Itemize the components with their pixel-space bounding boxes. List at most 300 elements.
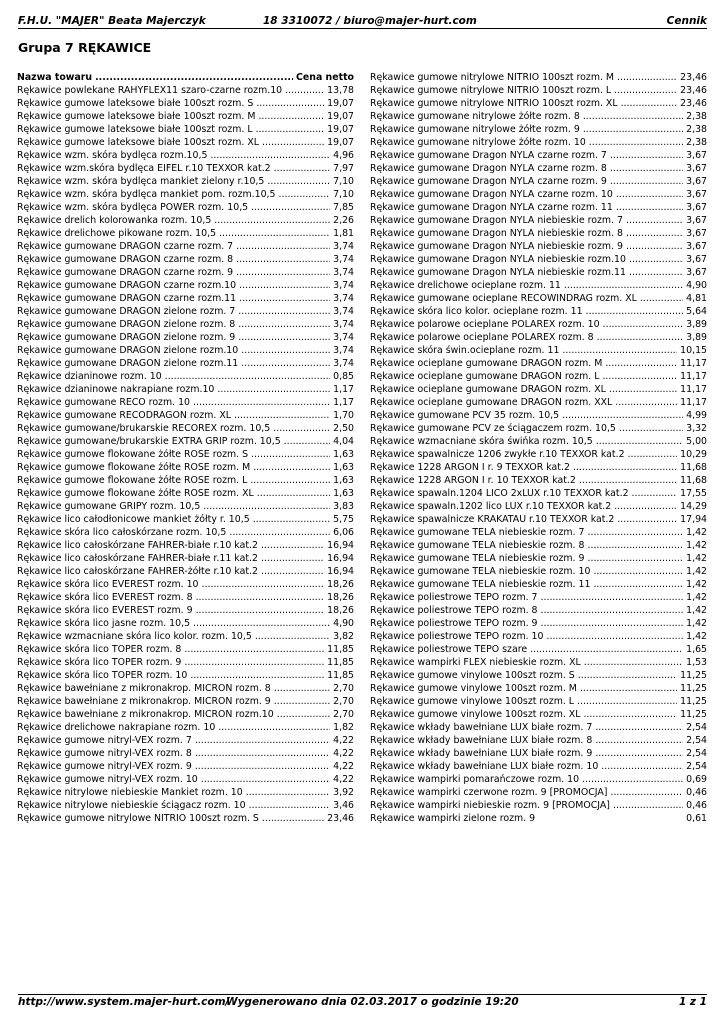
leader-dots [574, 695, 677, 708]
leader-dots [527, 643, 683, 656]
item-name: Rękawice gumowane nitrylowe żółte rozm. 8 [370, 111, 580, 122]
item-price: 0,46 [686, 787, 707, 798]
list-item [370, 162, 707, 175]
item-price: 11,85 [327, 657, 354, 668]
leader-dots [535, 812, 683, 825]
item-name: Rękawice skóra lico EVEREST rozm. 10 [17, 579, 199, 590]
list-item [17, 201, 354, 214]
item-name: Rękawice gumowe lateksowe białe 100szt rozm. M [17, 111, 256, 122]
leader-dots [271, 682, 330, 695]
list-item [17, 773, 354, 786]
item-name: Rękawice gumowane DRAGON czarne rozm. 9 [17, 267, 234, 278]
item-price: 2,26 [333, 215, 354, 226]
item-price: 3,67 [686, 163, 707, 174]
column-header-price: Cena netto [296, 72, 354, 83]
list-item [370, 487, 707, 500]
list-item [17, 292, 354, 305]
item-price: 3,83 [333, 501, 354, 512]
leader-dots [611, 500, 677, 513]
list-item [370, 773, 707, 786]
item-name: Rękawice gumowe vinylowe 100szt rozm. XL [370, 709, 581, 720]
item-price: 11,25 [680, 670, 707, 681]
leader-dots [538, 591, 684, 604]
item-price: 3,32 [686, 423, 707, 434]
list-item [370, 643, 707, 656]
leader-dots [270, 422, 330, 435]
list-item [17, 721, 354, 734]
item-name: Rękawice gumowane PCV ze ściągaczem rozm. 10,5 [370, 423, 616, 434]
item-name: Rękawice gumowe flokowane żółte ROSE rozm. S [17, 449, 249, 460]
item-name: Rękawice gumowane DRAGON zielone rozm. 7 [17, 306, 236, 317]
item-price: 6,06 [333, 527, 354, 538]
item-price: 3,74 [333, 306, 354, 317]
list-item [370, 760, 707, 773]
leader-dots [623, 214, 683, 227]
leader-dots [561, 279, 683, 292]
item-name: Rękawice ocieplane gumowane DRAGON rozm. L [370, 371, 600, 382]
footer-generated: Wygenerowano dnia 02.03.2017 o godzinie 19:20 [226, 996, 519, 1008]
item-price: 17,55 [680, 488, 707, 499]
item-name: Rękawice skóra lico kolor. ocieplane rozm. 11 [370, 306, 583, 317]
item-name: Rękawice ocieplane gumowane DRAGON rozm. XL [370, 384, 606, 395]
item-price: 16,94 [327, 566, 354, 577]
list-item [370, 266, 707, 279]
leader-dots [181, 656, 324, 669]
item-price: 1,65 [686, 644, 707, 655]
item-price: 4,22 [333, 761, 354, 772]
leader-dots [259, 136, 324, 149]
list-item [17, 227, 354, 240]
leader-dots [231, 409, 330, 422]
leader-dots [594, 331, 683, 344]
item-name: Rękawice ocieplane gumowane DRAGON rozm. XXL [370, 397, 613, 408]
item-name: Rękawice wampirki pomarańczowe rozm. 10 [370, 774, 580, 785]
item-name: Rękawice gumowane DRAGON czarne rozm.11 [17, 293, 237, 304]
item-name: Rękawice dzianinowe nakrapiane rozm.10 [17, 384, 215, 395]
list-item [370, 539, 707, 552]
leader-dots [614, 71, 677, 84]
leader-dots [236, 292, 330, 305]
list-item [17, 331, 354, 344]
item-name: Rękawice bawełniane z mikronakrop. MICRON rozm. 9 [17, 696, 271, 707]
list-item [17, 747, 354, 760]
list-item [17, 149, 354, 162]
list-item [17, 253, 354, 266]
leader-dots [181, 643, 324, 656]
item-name: Rękawice nitrylowe niebieskie Mankiet rozm. 10 [17, 787, 243, 798]
item-name: Rękawice wampirki niebieskie rozm. 9 [PROMOCJA] [370, 800, 610, 811]
list-item [17, 591, 354, 604]
item-name: Rękawice wzm. skóra bydlęca mankiet zielony r.10,5 [17, 176, 265, 187]
leader-dots [584, 526, 683, 539]
list-item [370, 188, 707, 201]
item-price: 3,67 [686, 228, 707, 239]
leader-dots [233, 253, 330, 266]
item-price: 2,70 [333, 696, 354, 707]
item-name: Rękawice gumowane Dragon NYLA czarne rozm. 9 [370, 176, 607, 187]
item-price: 3,92 [333, 787, 354, 798]
item-name: Rękawice gumowe lateksowe białe 100szt rozm. S [17, 98, 254, 109]
leader-dots [274, 708, 330, 721]
item-name: Rękawice 1228 ARGON I r. 10 TEXXOR kat.2 [370, 475, 576, 486]
list-item [17, 344, 354, 357]
item-name: Rękawice gumowe lateksowe białe 100szt rozm. L [17, 124, 253, 135]
item-name: Rękawice skóra lico EVEREST rozm. 9 [17, 605, 193, 616]
leader-dots [599, 370, 677, 383]
item-name: Rękawice gumowane DRAGON czarne rozm. 7 [17, 241, 234, 252]
item-name: Rękawice gumowane TELA niebieskie rozm. 7 [370, 527, 585, 538]
item-name: Rękawice lico całoskórzane FAHRER-białe r.10 kat.2 [17, 540, 258, 551]
list-item [17, 266, 354, 279]
item-name: Rękawice skóra lico TOPER rozm. 8 [17, 644, 182, 655]
item-name: Rękawice gumowane nitrylowe żółte rozm. 10 [370, 137, 586, 148]
item-price: 19,07 [327, 111, 354, 122]
leader-dots [616, 422, 683, 435]
leader-dots [602, 357, 677, 370]
item-price: 2,54 [686, 748, 707, 759]
item-price: 4,81 [686, 293, 707, 304]
item-price: 23,46 [680, 98, 707, 109]
leader-dots [611, 84, 677, 97]
leader-dots [216, 227, 330, 240]
list-item [17, 97, 354, 110]
leader-dots [226, 526, 330, 539]
item-name: Rękawice gumowe nitryl-VEX rozm. 7 [17, 735, 192, 746]
item-price: 3,74 [333, 267, 354, 278]
table-header [17, 71, 354, 84]
item-name: Rękawice poliestrowe TEPO szare [370, 644, 528, 655]
price-list-left-column [17, 71, 354, 825]
list-item [17, 487, 354, 500]
list-item [17, 188, 354, 201]
item-name: Rękawice wampirki FLEX niebieskie rozm. XL [370, 657, 581, 668]
item-price: 3,67 [686, 202, 707, 213]
item-name: Rękawice wzmacniane skóra lico kolor. rozm. 10,5 [17, 631, 252, 642]
item-price: 2,54 [686, 761, 707, 772]
item-price: 3,67 [686, 241, 707, 252]
list-item [17, 643, 354, 656]
item-price: 1,42 [686, 579, 707, 590]
item-price: 11,25 [680, 683, 707, 694]
item-price: 11,17 [680, 384, 707, 395]
list-item [370, 552, 707, 565]
leader-dots [258, 539, 324, 552]
list-item [370, 318, 707, 331]
item-name: Rękawice poliestrowe TEPO rozm. 8 [370, 605, 538, 616]
item-name: Rękawice spawaln.1202 lico LUX r.10 TEXXOR kat.2 [370, 501, 612, 512]
list-item [370, 71, 707, 84]
leader-dots [215, 721, 330, 734]
list-item [17, 695, 354, 708]
leader-dots [613, 188, 683, 201]
list-item [370, 591, 707, 604]
item-name: Rękawice gumowane RECO rozm. 10 [17, 397, 190, 408]
item-price: 11,85 [327, 670, 354, 681]
item-name: Rękawice gumowane DRAGON czarne rozm. 8 [17, 254, 234, 265]
list-item [17, 513, 354, 526]
leader-dots [583, 305, 684, 318]
item-price: 3,74 [333, 254, 354, 265]
leader-dots [570, 461, 677, 474]
item-price: 5,75 [333, 514, 354, 525]
list-item [17, 318, 354, 331]
list-item [370, 786, 707, 799]
item-price: 4,22 [333, 735, 354, 746]
page-number: 1 z 1 [678, 996, 707, 1008]
leader-dots [192, 760, 330, 773]
list-item [17, 370, 354, 383]
leader-dots [247, 474, 330, 487]
item-name: Rękawice gumowane Dragon NYLA czarne rozm. 11 [370, 202, 613, 213]
leader-dots [590, 578, 683, 591]
item-price: 3,74 [333, 332, 354, 343]
item-price: 7,10 [333, 176, 354, 187]
list-item [17, 136, 354, 149]
item-price: 4,90 [333, 618, 354, 629]
footer-url: http://www.system.majer-hurt.com/ [18, 996, 230, 1008]
item-price: 4,96 [333, 150, 354, 161]
leader-dots [614, 513, 677, 526]
item-price: 3,67 [686, 267, 707, 278]
item-price: 2,38 [686, 111, 707, 122]
leader-dots [199, 578, 325, 591]
leader-dots [271, 162, 330, 175]
leader-dots [235, 318, 330, 331]
list-item [17, 760, 354, 773]
item-price: 1,42 [686, 527, 707, 538]
list-item [17, 682, 354, 695]
leader-dots [254, 487, 330, 500]
list-item [370, 565, 707, 578]
item-name: Rękawice poliestrowe TEPO rozm. 7 [370, 592, 538, 603]
leader-dots [211, 214, 330, 227]
list-item [17, 500, 354, 513]
item-price: 2,70 [333, 683, 354, 694]
leader-dots [623, 240, 683, 253]
item-name: Rękawice wkłady bawełniane LUX białe rozm. 9 [370, 748, 593, 759]
list-item [17, 812, 354, 825]
list-item [370, 123, 707, 136]
leader-dots [592, 721, 683, 734]
leader-dots [618, 97, 678, 110]
leader-dots [252, 630, 330, 643]
item-price: 2,38 [686, 137, 707, 148]
list-item [370, 721, 707, 734]
item-name: Rękawice gumowane/brukarskie EXTRA GRIP rozm. 10,5 [17, 436, 281, 447]
list-item [370, 214, 707, 227]
item-name: Rękawice gumowane DRAGON zielone rozm. 9 [17, 332, 236, 343]
item-price: 11,68 [680, 462, 707, 473]
leader-dots [543, 630, 683, 643]
price-list-right-column [370, 71, 707, 825]
list-item [17, 383, 354, 396]
list-item [370, 617, 707, 630]
leader-dots [193, 604, 325, 617]
leader-dots [559, 344, 677, 357]
list-item [370, 708, 707, 721]
leader-dots [637, 292, 683, 305]
item-name: Rękawice poliestrowe TEPO rozm. 10 [370, 631, 544, 642]
leader-dots [592, 734, 683, 747]
leader-dots [214, 383, 330, 396]
list-item [370, 669, 707, 682]
leader-dots [264, 175, 330, 188]
leader-dots [584, 539, 683, 552]
item-price: 18,26 [327, 579, 354, 590]
list-item [370, 357, 707, 370]
list-item [17, 357, 354, 370]
item-price: 1,70 [333, 410, 354, 421]
leader-dots [607, 175, 683, 188]
item-price: 19,07 [327, 137, 354, 148]
list-item [17, 305, 354, 318]
item-price: 11,25 [680, 709, 707, 720]
item-price: 4,90 [686, 280, 707, 291]
item-name: Rękawice gumowe nitryl-VEX rozm. 8 [17, 748, 192, 759]
list-item [17, 656, 354, 669]
item-price: 4,22 [333, 748, 354, 759]
item-price: 1,42 [686, 618, 707, 629]
item-name: Rękawice gumowane nitrylowe żółte rozm. 9 [370, 124, 580, 135]
leader-dots [276, 188, 331, 201]
list-item [17, 240, 354, 253]
item-price: 17,94 [680, 514, 707, 525]
leader-dots [580, 123, 683, 136]
item-name: Rękawice gumowane PCV 35 rozm. 10,5 [370, 410, 560, 421]
item-name: Rękawice wkłady bawełniane LUX białe rozm. 10 [370, 761, 599, 772]
leader-dots [271, 695, 330, 708]
item-price: 0,85 [333, 371, 354, 382]
item-price: 19,07 [327, 124, 354, 135]
item-name: Rękawice gumowe lateksowe białe 100szt rozm. XL [17, 137, 260, 148]
item-name: Rękawice gumowane DRAGON zielone rozm.11 [17, 358, 239, 369]
leader-dots [623, 227, 683, 240]
list-item [17, 708, 354, 721]
leader-dots [233, 266, 330, 279]
leader-dots [243, 786, 330, 799]
item-name: Rękawice 1228 ARGON I r. 9 TEXXOR kat.2 [370, 462, 570, 473]
item-name: Rękawice wampirki czerwone rozm. 9 [PROMOCJA] [370, 787, 608, 798]
page-header [18, 10, 707, 30]
item-name: Rękawice drelich kolorowanka rozm. 10,5 [17, 215, 212, 226]
item-price: 11,17 [680, 358, 707, 369]
leader-dots [236, 279, 330, 292]
leader-dots [576, 474, 677, 487]
item-price: 5,64 [686, 306, 707, 317]
item-name: Rękawice ocieplane gumowane DRAGON rozm. M [370, 358, 603, 369]
item-name: Rękawice polarowe ocieplane POLAREX rozm. 8 [370, 332, 594, 343]
item-price: 4,99 [686, 410, 707, 421]
item-price: 1,81 [333, 228, 354, 239]
item-price: 3,74 [333, 293, 354, 304]
item-price: 3,67 [686, 150, 707, 161]
item-name: Rękawice lico całodłonicowe mankiet żółty r. 10,5 [17, 514, 250, 525]
item-price: 1,42 [686, 605, 707, 616]
item-price: 1,53 [686, 657, 707, 668]
leader-dots [250, 513, 330, 526]
list-item [17, 448, 354, 461]
item-name: Rękawice gumowane DRAGON zielone rozm. 8 [17, 319, 236, 330]
item-name: Rękawice dzianinowe rozm. 10 [17, 371, 162, 382]
leader-dots [606, 383, 677, 396]
leader-dots [200, 500, 330, 513]
item-name: Rękawice gumowane Dragon NYLA niebieskie rozm. 7 [370, 215, 623, 226]
item-name: Rękawice gumowane ocieplane RECOWINDRAG rozm. XL [370, 293, 637, 304]
item-price: 1,63 [333, 475, 354, 486]
leader-dots [250, 461, 330, 474]
item-name: Rękawice gumowe nitryl-VEX rozm. 9 [17, 761, 192, 772]
footer-divider [18, 994, 707, 995]
item-price: 2,54 [686, 735, 707, 746]
list-item [370, 292, 707, 305]
item-name: Rękawice gumowe nitrylowe NITRIO 100szt rozm. L [370, 85, 612, 96]
list-item [17, 565, 354, 578]
leader-dots [625, 448, 678, 461]
item-price: 3,74 [333, 241, 354, 252]
item-price: 18,26 [327, 605, 354, 616]
item-name: Rękawice gumowe vinylowe 100szt rozm. M [370, 683, 577, 694]
item-name: Rękawice nitrylowe niebieskie ściągacz rozm. 10 [17, 800, 246, 811]
list-item [370, 630, 707, 643]
list-item [370, 461, 707, 474]
item-name: Rękawice wzm. skóra bydlęca rozm.10,5 [17, 150, 208, 161]
list-item [17, 526, 354, 539]
item-price: 11,25 [680, 696, 707, 707]
leader-dots [607, 786, 683, 799]
item-name: Rękawice wkłady bawełniane LUX białe rozm. 8 [370, 735, 593, 746]
list-item [17, 84, 354, 97]
leader-dots [593, 435, 683, 448]
leader-dots [577, 682, 677, 695]
leader-dots [612, 396, 677, 409]
list-item [370, 370, 707, 383]
item-price: 3,67 [686, 176, 707, 187]
list-item [17, 552, 354, 565]
list-item [370, 136, 707, 149]
company-name: F.H.U. "MAJER" Beata Majerczyk [18, 15, 206, 27]
column-header-name: Nazwa towaru [17, 72, 93, 83]
item-name: Rękawice gumowane Dragon NYLA czarne rozm. 7 [370, 150, 607, 161]
list-item [370, 682, 707, 695]
item-price: 7,97 [333, 163, 354, 174]
list-item [370, 422, 707, 435]
item-price: 1,63 [333, 449, 354, 460]
list-item [370, 656, 707, 669]
item-price: 3,67 [686, 215, 707, 226]
item-price: 16,94 [327, 540, 354, 551]
leader-dots [193, 591, 325, 604]
item-name: Rękawice skóra świn.ocieplane rozm. 11 [370, 345, 560, 356]
list-item [17, 110, 354, 123]
item-name: Rękawice gumowane Dragon NYLA niebieskie rozm.11 [370, 267, 626, 278]
item-price: 19,07 [327, 98, 354, 109]
item-name: Rękawice gumowane TELA niebieskie rozm. 10 [370, 566, 591, 577]
list-item [370, 604, 707, 617]
item-name: Rękawice gumowane RECODRAGON rozm. XL [17, 410, 231, 421]
item-price: 7,85 [333, 202, 354, 213]
item-name: Rękawice wzm. skóra bydlęca POWER rozm. 10,5 [17, 202, 249, 213]
list-item [370, 240, 707, 253]
leader-dots [592, 747, 683, 760]
leader-dots [233, 240, 330, 253]
list-item [370, 734, 707, 747]
list-item [370, 201, 707, 214]
item-price: 23,46 [680, 85, 707, 96]
item-name: Rękawice gumowe vinylowe 100szt rozm. S [370, 670, 575, 681]
item-name: Rękawice gumowe nitrylowe NITRIO 100szt rozm. S [17, 813, 259, 824]
list-item [370, 513, 707, 526]
item-name: Rękawice gumowane Dragon NYLA czarne rozm. 10 [370, 189, 613, 200]
